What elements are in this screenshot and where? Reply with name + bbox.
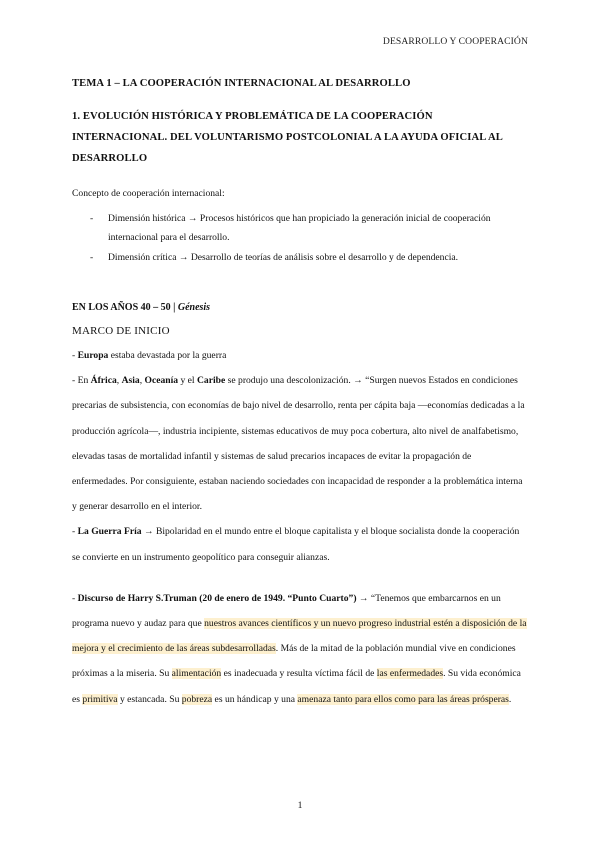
oceania-bold: Oceanía	[144, 375, 179, 387]
europa-rest: estaba devastada por la guerra	[108, 350, 227, 361]
text-segment: y estancada. Su	[117, 693, 182, 705]
epoch-prefix: EN LOS AÑOS 40 – 50 |	[72, 302, 178, 313]
highlight: alimentación	[171, 668, 222, 680]
highlight: las enfermedades	[376, 668, 444, 680]
concept-line: Concepto de cooperación internacional:	[72, 188, 225, 199]
epoch-italic: Génesis	[177, 302, 211, 313]
text-segment: es inadecuada y resulta víctima fácil de	[221, 668, 377, 680]
text-segment: y el	[178, 375, 197, 387]
highlight: pobreza	[181, 693, 213, 705]
list-item	[72, 209, 528, 248]
guerra-fria-bold: La Guerra Fría	[77, 526, 142, 538]
text-segment: . Su vida económica es	[72, 668, 521, 705]
highlight: amenaza tanto para ellos como para las áreas prósperas	[297, 693, 509, 705]
truman-paragraph	[72, 586, 528, 712]
page-content	[72, 78, 528, 712]
europa-bold: Europa	[77, 350, 109, 361]
text-segment: - En	[72, 375, 91, 387]
bullet-dash: -	[90, 212, 94, 224]
text-segment: ,	[139, 375, 145, 387]
text-segment: .	[508, 693, 512, 705]
text-segment: es un hándicap y una	[212, 693, 298, 705]
bullet-dash: -	[90, 251, 94, 263]
concept-bullet-list	[72, 209, 528, 268]
caribe-bold: Caribe	[196, 375, 226, 387]
descolonizacion-paragraph	[72, 368, 528, 519]
text-segment: ,	[116, 375, 122, 387]
guerra-fria-paragraph	[72, 519, 528, 569]
highlight: nuestros avances científicos y un nuevo progreso industrial estén a disposición de la mejora y el crecimiento de las áreas subdesarrolladas	[72, 618, 527, 655]
text-segment: se produjo una descolonización. → “Surgen nuevos Estados en condiciones precarias de subsistencia, con economías de bajo nivel de desarrollo, renta per cápita baja —economías dedicadas a la producción agrícola—, industria incipiente, sistemas educativos de muy poca cobertura, alto nivel de analfabetismo, elevadas tasas de mortalidad infantil y sistemas de salud precarios incapaces de evitar la propagación de enfermedades. Por consiguiente, estaban naciendo sociedades con incapacidad de responder a la problemática interna y generar desarrollo en el interior.	[72, 375, 525, 513]
text-segment: . Más de la mitad de la población mundial vive en condiciones próximas a la miseria. Su	[72, 643, 516, 680]
asia-bold: Asia	[121, 375, 140, 387]
dash: -	[72, 350, 78, 361]
dash: -	[72, 592, 78, 604]
running-header: DESARROLLO Y COOPERACIÓN	[382, 36, 528, 47]
marco-heading: MARCO DE INICIO	[72, 325, 170, 337]
tema-title: TEMA 1 – LA COOPERACIÓN INTERNACIONAL AL DESARROLLO	[72, 78, 411, 89]
truman-bold: Discurso de Harry S.Truman (20 de enero de 1949. “Punto Cuarto”)	[77, 592, 357, 604]
highlight: primitiva	[82, 693, 118, 705]
bullet-text: Dimensión histórica → Procesos históricos que han propiciado la generación inicial de cooperación internacional para el desarrollo.	[108, 212, 491, 243]
europa-paragraph	[72, 343, 528, 368]
page-number: 1	[297, 800, 303, 811]
list-item	[72, 248, 528, 268]
epoch-heading	[72, 297, 528, 319]
text-segment: → “Tenemos que embarcarnos en un programa nuevo y audaz para que	[72, 592, 501, 630]
dash: -	[72, 526, 78, 538]
text-segment: → Bipolaridad en el mundo entre el bloque capitalista y el bloque socialista donde la cooperación se convierte en un instrumento geopolítico para conseguir alianzas.	[72, 526, 520, 563]
section-title: 1. EVOLUCIÓN HISTÓRICA Y PROBLEMÁTICA DE LA COOPERACIÓN INTERNACIONAL. DEL VOLUNTARISMO POSTCOLONIAL A LA AYUDA OFICIAL AL DESARROLLO	[72, 111, 503, 164]
africa-bold: África	[90, 375, 117, 387]
bullet-text: Dimensión crítica → Desarrollo de teorías de análisis sobre el desarrollo y de dependencia.	[108, 251, 459, 263]
